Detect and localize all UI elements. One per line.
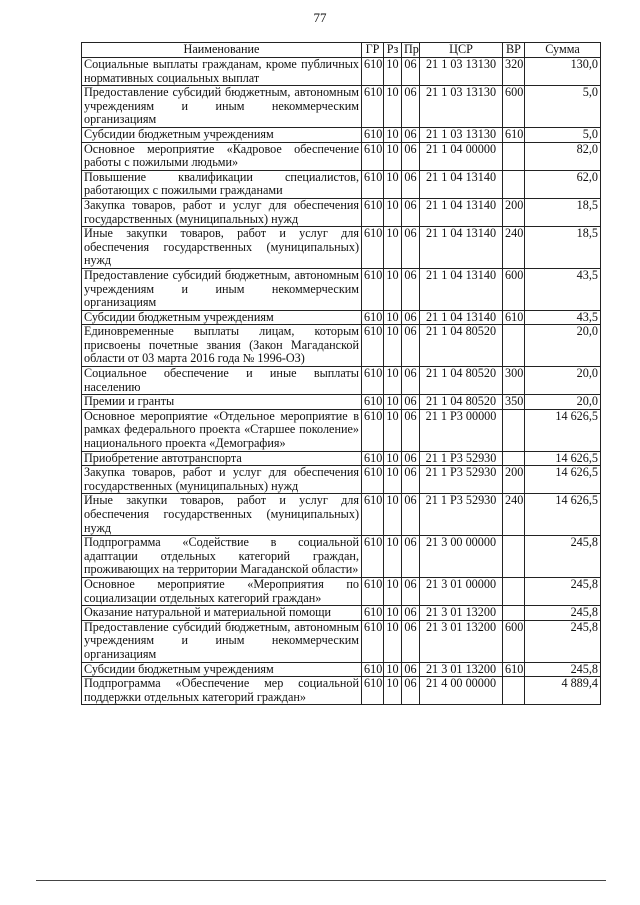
row-pr-cell: 06 <box>402 170 420 198</box>
row-name-cell: Премии и гранты <box>82 395 362 410</box>
table-row <box>82 367 601 395</box>
row-vr-cell: 600 <box>503 620 525 662</box>
row-name-cell: Подпрограмма «Обеспечение мер социальной поддержки отдельных категорий граждан» <box>82 677 362 705</box>
row-gr-cell: 610 <box>362 268 384 310</box>
row-csr-cell: 21 4 00 00000 <box>420 677 503 705</box>
row-sum-cell: 4 889,4 <box>525 677 601 705</box>
row-name-cell: Единовременные выплаты лицам, которым присвоены почетные звания (Закон Магаданской области от 03 марта 2016 года № 1996-ОЗ) <box>82 325 362 367</box>
row-pr-cell: 06 <box>402 662 420 677</box>
row-gr-cell: 610 <box>362 310 384 325</box>
row-csr-cell: 21 1 P3 52930 <box>420 451 503 466</box>
row-rz-cell: 10 <box>384 536 402 578</box>
row-vr-cell: 240 <box>503 227 525 269</box>
row-gr-cell: 610 <box>362 395 384 410</box>
table-row <box>82 494 601 536</box>
table-row <box>82 466 601 494</box>
row-rz-cell: 10 <box>384 325 402 367</box>
row-pr-cell: 06 <box>402 409 420 451</box>
row-sum-cell: 20,0 <box>525 367 601 395</box>
row-csr-cell: 21 1 04 13140 <box>420 198 503 226</box>
header-vr: ВР <box>503 43 525 58</box>
row-vr-cell <box>503 606 525 621</box>
page-bottom-rule <box>36 880 606 881</box>
row-pr-cell: 06 <box>402 606 420 621</box>
row-rz-cell: 10 <box>384 367 402 395</box>
row-csr-cell: 21 1 04 80520 <box>420 325 503 367</box>
row-csr-cell: 21 1 04 80520 <box>420 395 503 410</box>
row-sum-cell: 130,0 <box>525 58 601 86</box>
row-pr-cell: 06 <box>402 620 420 662</box>
table-row <box>82 451 601 466</box>
header-csr: ЦСР <box>420 43 503 58</box>
row-sum-cell: 245,8 <box>525 620 601 662</box>
row-csr-cell: 21 3 00 00000 <box>420 536 503 578</box>
row-gr-cell: 610 <box>362 536 384 578</box>
row-rz-cell: 10 <box>384 142 402 170</box>
row-pr-cell: 06 <box>402 127 420 142</box>
row-csr-cell: 21 1 P3 52930 <box>420 466 503 494</box>
row-pr-cell: 06 <box>402 536 420 578</box>
row-csr-cell: 21 1 03 13130 <box>420 86 503 128</box>
table-row <box>82 409 601 451</box>
row-gr-cell: 610 <box>362 86 384 128</box>
row-pr-cell: 06 <box>402 677 420 705</box>
table-row <box>82 620 601 662</box>
row-rz-cell: 10 <box>384 466 402 494</box>
header-pr: Пр <box>402 43 420 58</box>
row-sum-cell: 20,0 <box>525 395 601 410</box>
row-gr-cell: 610 <box>362 58 384 86</box>
table-header-row <box>82 43 601 58</box>
row-name-cell: Закупка товаров, работ и услуг для обеспечения государственных (муниципальных) нужд <box>82 198 362 226</box>
row-rz-cell: 10 <box>384 494 402 536</box>
row-csr-cell: 21 1 04 13140 <box>420 227 503 269</box>
row-sum-cell: 20,0 <box>525 325 601 367</box>
row-csr-cell: 21 1 03 13130 <box>420 127 503 142</box>
table-row <box>82 86 601 128</box>
row-vr-cell: 600 <box>503 268 525 310</box>
header-gr: ГР <box>362 43 384 58</box>
row-csr-cell: 21 1 04 13140 <box>420 268 503 310</box>
row-sum-cell: 245,8 <box>525 662 601 677</box>
row-name-cell: Основное мероприятие «Мероприятия по социализации отдельных категорий граждан» <box>82 577 362 605</box>
row-vr-cell: 240 <box>503 494 525 536</box>
row-name-cell: Субсидии бюджетным учреждениям <box>82 662 362 677</box>
table-row <box>82 577 601 605</box>
row-csr-cell: 21 1 P3 00000 <box>420 409 503 451</box>
header-name: Наименование <box>82 43 362 58</box>
row-name-cell: Социальные выплаты гражданам, кроме публичных нормативных социальных выплат <box>82 58 362 86</box>
row-vr-cell <box>503 409 525 451</box>
row-name-cell: Социальное обеспечение и иные выплаты населению <box>82 367 362 395</box>
row-csr-cell: 21 3 01 13200 <box>420 662 503 677</box>
row-name-cell: Подпрограмма «Содействие в социальной адаптации отдельных категорий граждан, проживающих на территории Магаданской области» <box>82 536 362 578</box>
row-vr-cell: 200 <box>503 466 525 494</box>
row-sum-cell: 5,0 <box>525 127 601 142</box>
row-pr-cell: 06 <box>402 367 420 395</box>
row-rz-cell: 10 <box>384 677 402 705</box>
row-vr-cell: 610 <box>503 662 525 677</box>
table-row <box>82 198 601 226</box>
row-sum-cell: 43,5 <box>525 268 601 310</box>
row-gr-cell: 610 <box>362 170 384 198</box>
row-rz-cell: 10 <box>384 620 402 662</box>
row-gr-cell: 610 <box>362 662 384 677</box>
header-sum: Сумма <box>525 43 601 58</box>
row-name-cell: Основное мероприятие «Кадровое обеспечение работы с пожилыми людьми» <box>82 142 362 170</box>
row-name-cell: Иные закупки товаров, работ и услуг для обеспечения государственных (муниципальных) нужд <box>82 494 362 536</box>
table-row <box>82 227 601 269</box>
table-row <box>82 310 601 325</box>
row-sum-cell: 245,8 <box>525 536 601 578</box>
row-name-cell: Предоставление субсидий бюджетным, автономным учреждениям и иным некоммерческим организациям <box>82 268 362 310</box>
row-rz-cell: 10 <box>384 227 402 269</box>
row-csr-cell: 21 1 04 80520 <box>420 367 503 395</box>
row-rz-cell: 10 <box>384 170 402 198</box>
row-csr-cell: 21 1 04 13140 <box>420 170 503 198</box>
row-rz-cell: 10 <box>384 198 402 226</box>
row-rz-cell: 10 <box>384 58 402 86</box>
row-sum-cell: 62,0 <box>525 170 601 198</box>
row-rz-cell: 10 <box>384 451 402 466</box>
table-row <box>82 395 601 410</box>
row-pr-cell: 06 <box>402 395 420 410</box>
row-gr-cell: 610 <box>362 466 384 494</box>
header-rz: Рз <box>384 43 402 58</box>
row-gr-cell: 610 <box>362 127 384 142</box>
row-gr-cell: 610 <box>362 198 384 226</box>
row-vr-cell <box>503 677 525 705</box>
row-name-cell: Оказание натуральной и материальной помощи <box>82 606 362 621</box>
row-vr-cell <box>503 170 525 198</box>
row-vr-cell: 300 <box>503 367 525 395</box>
row-pr-cell: 06 <box>402 268 420 310</box>
row-vr-cell <box>503 536 525 578</box>
table-row <box>82 662 601 677</box>
row-name-cell: Субсидии бюджетным учреждениям <box>82 127 362 142</box>
row-rz-cell: 10 <box>384 606 402 621</box>
row-vr-cell: 200 <box>503 198 525 226</box>
row-sum-cell: 82,0 <box>525 142 601 170</box>
row-name-cell: Предоставление субсидий бюджетным, автономным учреждениям и иным некоммерческим организациям <box>82 620 362 662</box>
row-csr-cell: 21 1 04 13140 <box>420 310 503 325</box>
row-rz-cell: 10 <box>384 310 402 325</box>
row-pr-cell: 06 <box>402 494 420 536</box>
row-gr-cell: 610 <box>362 367 384 395</box>
row-csr-cell: 21 3 01 13200 <box>420 606 503 621</box>
row-pr-cell: 06 <box>402 325 420 367</box>
row-gr-cell: 610 <box>362 409 384 451</box>
table-row <box>82 268 601 310</box>
row-rz-cell: 10 <box>384 127 402 142</box>
row-vr-cell <box>503 325 525 367</box>
page-number: 77 <box>313 10 327 25</box>
row-name-cell: Повышение квалификации специалистов, работающих с пожилыми гражданами <box>82 170 362 198</box>
table-row <box>82 325 601 367</box>
row-sum-cell: 14 626,5 <box>525 409 601 451</box>
row-pr-cell: 06 <box>402 577 420 605</box>
row-sum-cell: 14 626,5 <box>525 451 601 466</box>
table-row <box>82 58 601 86</box>
table-row <box>82 677 601 705</box>
row-pr-cell: 06 <box>402 86 420 128</box>
row-gr-cell: 610 <box>362 451 384 466</box>
row-vr-cell: 610 <box>503 310 525 325</box>
table-row <box>82 127 601 142</box>
row-name-cell: Основное мероприятие «Отдельное мероприятие в рамках федерального проекта «Старшее поколение» национального проекта «Демография» <box>82 409 362 451</box>
row-vr-cell: 610 <box>503 127 525 142</box>
row-pr-cell: 06 <box>402 466 420 494</box>
row-gr-cell: 610 <box>362 494 384 536</box>
table-row <box>82 170 601 198</box>
row-gr-cell: 610 <box>362 227 384 269</box>
budget-table <box>81 42 601 705</box>
row-rz-cell: 10 <box>384 395 402 410</box>
row-name-cell: Иные закупки товаров, работ и услуг для обеспечения государственных (муниципальных) нужд <box>82 227 362 269</box>
row-pr-cell: 06 <box>402 451 420 466</box>
table-row <box>82 142 601 170</box>
row-pr-cell: 06 <box>402 198 420 226</box>
row-csr-cell: 21 1 03 13130 <box>420 58 503 86</box>
row-pr-cell: 06 <box>402 310 420 325</box>
row-pr-cell: 06 <box>402 142 420 170</box>
row-sum-cell: 245,8 <box>525 577 601 605</box>
row-pr-cell: 06 <box>402 227 420 269</box>
table-row <box>82 536 601 578</box>
row-sum-cell: 18,5 <box>525 198 601 226</box>
row-rz-cell: 10 <box>384 409 402 451</box>
row-gr-cell: 610 <box>362 606 384 621</box>
row-gr-cell: 610 <box>362 325 384 367</box>
row-name-cell: Субсидии бюджетным учреждениям <box>82 310 362 325</box>
row-pr-cell: 06 <box>402 58 420 86</box>
row-csr-cell: 21 1 04 00000 <box>420 142 503 170</box>
row-sum-cell: 43,5 <box>525 310 601 325</box>
row-sum-cell: 18,5 <box>525 227 601 269</box>
row-gr-cell: 610 <box>362 620 384 662</box>
row-csr-cell: 21 3 01 00000 <box>420 577 503 605</box>
table-row <box>82 606 601 621</box>
row-sum-cell: 245,8 <box>525 606 601 621</box>
row-vr-cell <box>503 142 525 170</box>
row-vr-cell: 350 <box>503 395 525 410</box>
row-gr-cell: 610 <box>362 142 384 170</box>
row-gr-cell: 610 <box>362 677 384 705</box>
row-name-cell: Приобретение автотранспорта <box>82 451 362 466</box>
row-rz-cell: 10 <box>384 268 402 310</box>
row-csr-cell: 21 3 01 13200 <box>420 620 503 662</box>
row-csr-cell: 21 1 P3 52930 <box>420 494 503 536</box>
row-name-cell: Закупка товаров, работ и услуг для обеспечения государственных (муниципальных) нужд <box>82 466 362 494</box>
row-name-cell: Предоставление субсидий бюджетным, автономным учреждениям и иным некоммерческим организациям <box>82 86 362 128</box>
row-vr-cell <box>503 577 525 605</box>
row-vr-cell <box>503 451 525 466</box>
row-sum-cell: 5,0 <box>525 86 601 128</box>
row-sum-cell: 14 626,5 <box>525 466 601 494</box>
row-vr-cell: 600 <box>503 86 525 128</box>
row-gr-cell: 610 <box>362 577 384 605</box>
row-rz-cell: 10 <box>384 86 402 128</box>
row-sum-cell: 14 626,5 <box>525 494 601 536</box>
row-rz-cell: 10 <box>384 577 402 605</box>
row-vr-cell: 320 <box>503 58 525 86</box>
row-rz-cell: 10 <box>384 662 402 677</box>
